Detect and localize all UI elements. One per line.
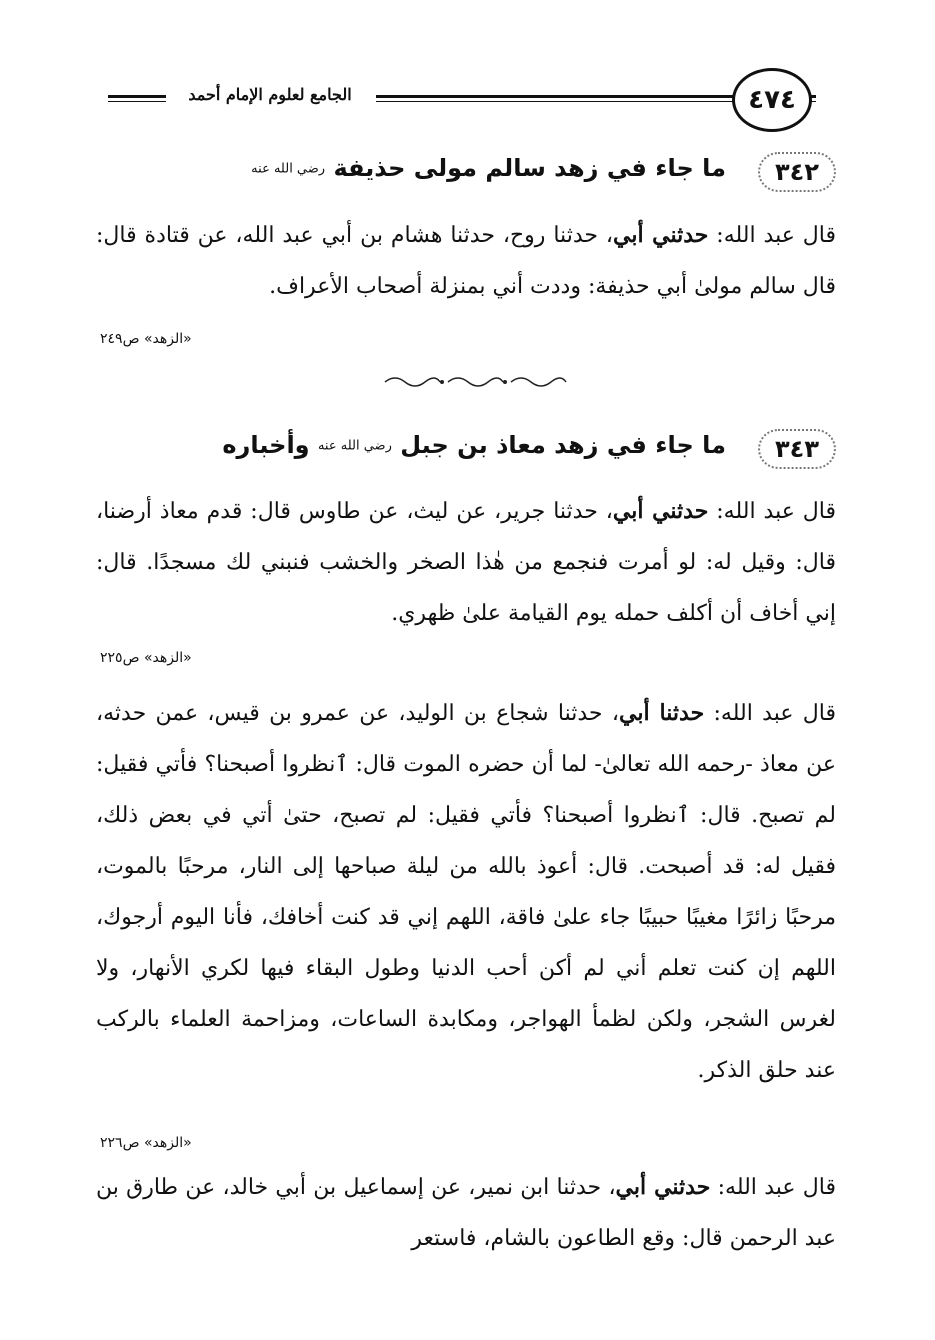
section-number: ٣٤٣ xyxy=(758,429,836,469)
source-citation: «الزهد» ص٢٢٥ xyxy=(100,650,192,666)
paragraph-text: ، حدثنا ابن نمير، عن إسماعيل بن أبي خالد، عن طارق بن عبد الرحمن قال: وقع الطاعون بالشام، فاستعر xyxy=(96,1175,836,1251)
page-number: ٤٧٤ xyxy=(732,68,812,132)
paragraph-text: ، حدثنا شجاع بن الوليد، عن عمرو بن قيس، عمن حدثه، عن معاذ -رحمه الله تعالىٰ- لما أن حضره الموت قال: ٱنظروا أصبحنا؟ فأتي فقيل: لم تصبح. قال: ٱنظروا أصبحنا؟ فأتي فقيل: لم تصبح، حتىٰ أتي في بعض ذلك، فقيل له: قد أصبحت. قال: أعوذ بالله من ليلة صباحها إلى النار، مرحبًا بالموت، مرحبًا زائرًا مغيبًا حبيبًا جاء علىٰ فاقة، اللهم إني قد كنت أخافك، فأنا اليوم أرجوك، اللهم إن كنت تعلم أني لم أكن أحب الدنيا وطول البقاء فيها لكري الأنهار، ولا لغرس الشجر، ولكن لظمأ الهواجر، ومكابدة الساعات، ومزاحمة العلماء بالركب عند حلق الذكر. xyxy=(96,701,836,1083)
paragraph-4 xyxy=(96,1162,836,1264)
honorific-text: رضي الله عنه xyxy=(251,161,326,177)
section-title-text: ما جاء في زهد سالم مولى حذيفة xyxy=(333,154,726,182)
header-rule-short xyxy=(108,95,166,102)
paragraph-lead: قال عبد الله: xyxy=(708,499,836,524)
running-title: الجامع لعلوم الإمام أحمد xyxy=(188,85,352,104)
paragraph-lead: قال عبد الله: xyxy=(710,1175,836,1200)
section-title-suffix: وأخباره xyxy=(222,431,310,459)
source-citation: «الزهد» ص٢٤٩ xyxy=(100,331,192,347)
paragraph-1 xyxy=(96,210,836,312)
section-heading-342 xyxy=(96,148,836,196)
paragraph-lead: قال عبد الله: xyxy=(704,701,836,726)
paragraph-3 xyxy=(96,688,836,1096)
section-heading-343 xyxy=(96,425,836,473)
paragraph-bold: حدثني أبي xyxy=(612,498,709,524)
paragraph-bold: حدثني أبي xyxy=(612,222,709,248)
section-title xyxy=(222,431,726,459)
page-header xyxy=(96,68,836,132)
honorific-text: رضي الله عنه xyxy=(317,438,392,454)
paragraph-text: ، حدثنا جرير، عن ليث، عن طاوس قال: قدم معاذ أرضنا، قال: وقيل له: لو أمرت فنجمع من هٰذا الصخر والخشب فنبني لك مسجدًا. قال: إني أخاف أن أكلف حمله يوم القيامة علىٰ ظهري. xyxy=(96,499,836,626)
section-divider-ornament xyxy=(380,372,570,392)
paragraph-2 xyxy=(96,486,836,639)
section-title xyxy=(251,154,726,182)
paragraph-bold: حدثنا أبي xyxy=(618,700,705,726)
paragraph-bold: حدثني أبي xyxy=(615,1174,711,1200)
paragraph-text: ، حدثنا روح، حدثنا هشام بن أبي عبد الله، عن قتادة قال: قال سالم مولىٰ أبي حذيفة: وددت أني بمنزلة أصحاب الأعراف. xyxy=(96,223,836,299)
section-title-text: ما جاء في زهد معاذ بن جبل xyxy=(400,431,726,459)
paragraph-lead: قال عبد الله: xyxy=(708,223,836,248)
section-number: ٣٤٢ xyxy=(758,152,836,192)
source-citation: «الزهد» ص٢٢٦ xyxy=(100,1135,192,1151)
